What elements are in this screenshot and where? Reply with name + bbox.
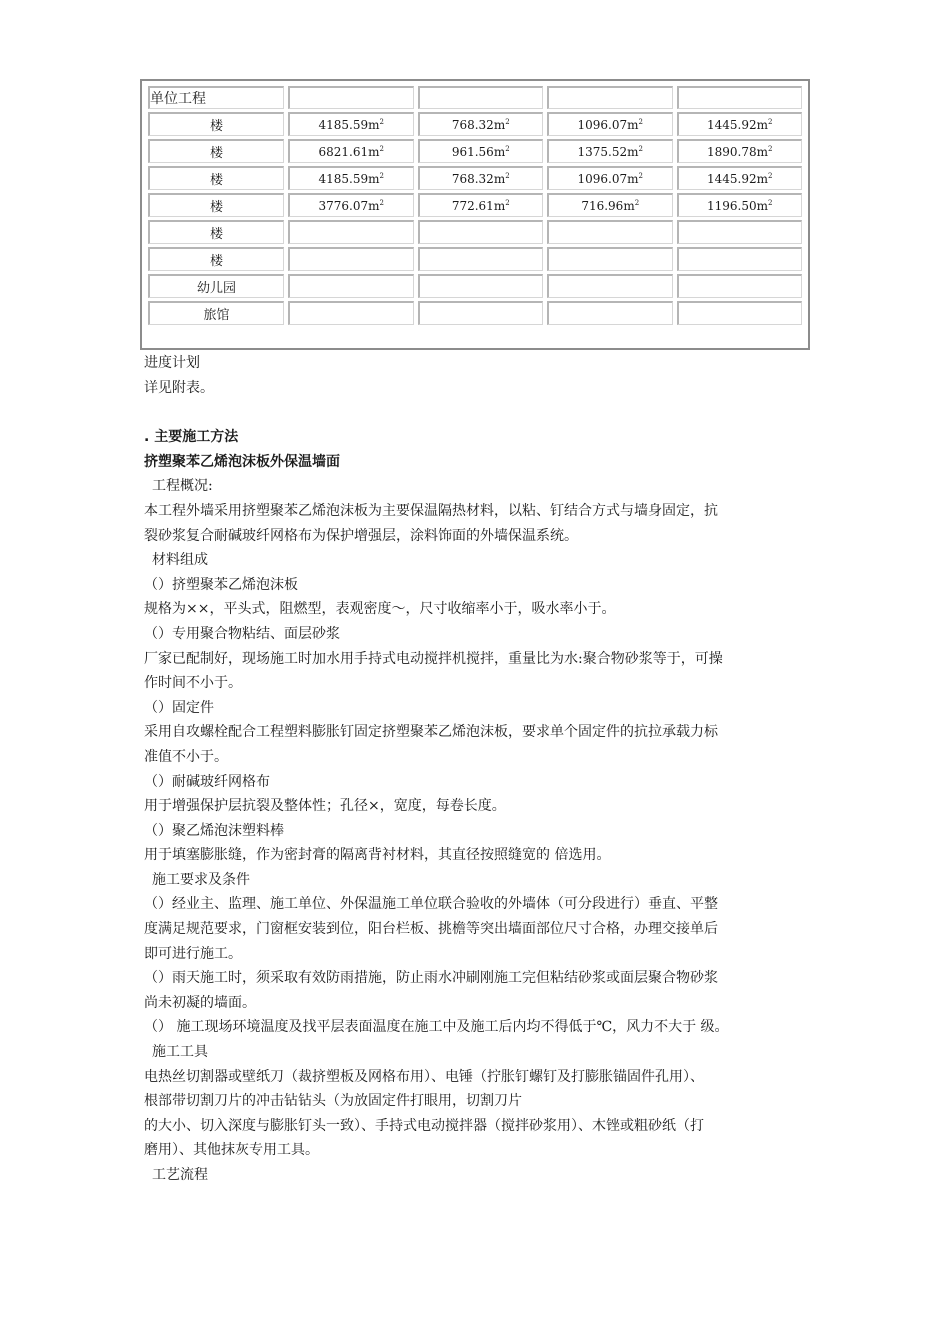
unit-superscript: 2 xyxy=(634,198,640,207)
area-value-cell xyxy=(547,112,673,136)
tools-title: 施工工具 xyxy=(152,1044,208,1061)
area-value-cell xyxy=(288,301,414,325)
material-3-body-line: 采用自攻螺栓配合工程塑料膨胀钉固定挤塑聚苯乙烯泡沫板，要求单个固定件的抗拉承载力标 xyxy=(144,724,718,741)
area-value-cell xyxy=(677,166,803,190)
material-1-body: 规格为××，平头式，阻燃型，表观密度～，尺寸收缩率小于，吸水率小于。 xyxy=(144,601,616,618)
row-name-cell: 旅馆 xyxy=(148,301,284,325)
area-value-cell xyxy=(288,247,414,271)
requirement-3-line: （） 施工现场环境温度及找平层表面温度在施工中及施工后内均不得低于℃，风力不大于 级。 xyxy=(144,1019,729,1036)
area-value-cell xyxy=(418,139,544,163)
area-value-cell xyxy=(547,274,673,298)
area-value-cell xyxy=(288,193,414,217)
area-value: 1890.78m xyxy=(707,144,769,159)
requirement-1-line: （）经业主、监理、施工单位、外保温施工单位联合验收的外墙体（可分段进行）垂直、平整 xyxy=(144,896,718,913)
unit-superscript: 2 xyxy=(379,198,384,207)
area-value: 716.96m xyxy=(581,198,635,213)
area-value-cell xyxy=(677,193,803,217)
section-title: . 主要施工方法 xyxy=(144,429,239,446)
material-3-body-line: 准值不小于。 xyxy=(144,748,228,765)
area-value-cell xyxy=(547,139,673,163)
unit-superscript: 2 xyxy=(768,117,773,126)
area-value: 4185.59m xyxy=(318,171,380,186)
unit-superscript: 2 xyxy=(379,117,384,126)
requirement-1-line: 度满足规范要求，门窗框安装到位，阳台栏板、挑檐等突出墙面部位尺寸合格，办理交接单后 xyxy=(144,921,718,938)
tools-line: 电热丝切割器或壁纸刀（裁挤塑板及网格布用）、电锤（拧胀钉螺钉及打膨胀锚固件孔用）、 xyxy=(144,1068,704,1085)
area-value-cell xyxy=(418,274,544,298)
row-name-cell: 楼 xyxy=(148,193,284,217)
schedule-title: 进度计划 xyxy=(144,355,200,371)
material-4-body: 用于增强保护层抗裂及整体性；孔径×，宽度，每卷长度。 xyxy=(144,798,506,815)
tools-line: 磨用）、其他抹灰专用工具。 xyxy=(144,1142,319,1159)
area-value: 961.56m xyxy=(451,144,506,159)
area-value-cell xyxy=(418,301,544,325)
area-value: 1445.92m xyxy=(707,117,769,132)
area-value-cell xyxy=(677,220,803,244)
area-value: 772.61m xyxy=(451,198,506,213)
area-value-cell xyxy=(418,220,544,244)
unit-superscript: 2 xyxy=(768,144,773,153)
document-body xyxy=(144,351,814,1188)
table-row xyxy=(148,301,802,325)
tools-line: 的大小、切入深度与膨胀钉头一致）、手持式电动搅拌器（搅拌砂浆用）、木锉或粗砂纸（打 xyxy=(144,1117,704,1134)
table-header-cell xyxy=(677,86,803,109)
requirement-1-line: 即可进行施工。 xyxy=(144,945,242,962)
overview-title: 工程概况: xyxy=(152,478,213,495)
tools-line: 根部带切割刀片的冲击钻钻头（为放固定件打眼用，切割刀片 xyxy=(144,1093,522,1110)
area-value-cell xyxy=(418,193,544,217)
unit-superscript: 2 xyxy=(505,198,510,207)
material-1-title: （）挤塑聚苯乙烯泡沫板 xyxy=(144,576,298,593)
area-value: 1375.52m xyxy=(577,144,639,159)
area-value: 1445.92m xyxy=(707,171,769,186)
area-value-cell xyxy=(547,247,673,271)
area-value: 1096.07m xyxy=(577,117,639,132)
area-value-cell xyxy=(288,139,414,163)
unit-superscript: 2 xyxy=(638,117,643,126)
material-2-body-line: 厂家已配制好，现场施工时加水用手持式电动搅拌机搅拌，重量比为水:聚合物砂浆等于，可操 xyxy=(144,650,723,667)
overview-body-line: 裂砂浆复合耐碱玻纤网格布为保护增强层，涂料饰面的外墙保温系统。 xyxy=(144,527,578,544)
table-row xyxy=(148,193,802,217)
material-5-title: （）聚乙烯泡沫塑料棒 xyxy=(144,822,284,839)
unit-superscript: 2 xyxy=(768,198,773,207)
area-value-cell xyxy=(288,112,414,136)
table-row xyxy=(148,166,802,190)
materials-title: 材料组成 xyxy=(152,552,208,569)
table-header-cell xyxy=(418,86,544,109)
area-value-cell xyxy=(288,274,414,298)
area-value-cell xyxy=(418,112,544,136)
table-header-label: 单位工程 xyxy=(148,86,284,109)
area-value: 1196.50m xyxy=(707,198,769,213)
row-name-cell: 楼 xyxy=(148,139,284,163)
unit-superscript: 2 xyxy=(638,144,643,153)
area-value-cell xyxy=(547,166,673,190)
overview-body-line: 本工程外墙采用挤塑聚苯乙烯泡沫板为主要保温隔热材料，以粘、钉结合方式与墙身固定，抗 xyxy=(144,502,718,519)
unit-superscript: 2 xyxy=(379,144,384,153)
area-value-cell xyxy=(677,247,803,271)
table-row xyxy=(148,247,802,271)
area-value-cell xyxy=(547,220,673,244)
area-value-cell xyxy=(288,220,414,244)
material-4-title: （）耐碱玻纤网格布 xyxy=(144,773,270,790)
requirement-2-line: （）雨天施工时，须采取有效防雨措施，防止雨水冲刷刚施工完但粘结砂浆或面层聚合物砂浆 xyxy=(144,970,718,987)
area-value-cell xyxy=(677,274,803,298)
unit-superscript: 2 xyxy=(638,171,643,180)
unit-superscript: 2 xyxy=(505,117,510,126)
material-5-body: 用于填塞膨胀缝，作为密封膏的隔离背衬材料，其直径按照缝宽的 倍选用。 xyxy=(144,847,611,864)
unit-superscript: 2 xyxy=(768,171,773,180)
row-name-cell: 楼 xyxy=(148,112,284,136)
area-value: 768.32m xyxy=(451,171,506,186)
row-name-cell: 楼 xyxy=(148,166,284,190)
table-row xyxy=(148,274,802,298)
area-value: 1096.07m xyxy=(577,171,639,186)
table-header-cell xyxy=(288,86,414,109)
schedule-body: 详见附表。 xyxy=(144,379,214,396)
table-row xyxy=(148,139,802,163)
sub-title: 挤塑聚苯乙烯泡沫板外保温墙面 xyxy=(144,453,340,470)
row-name-cell: 楼 xyxy=(148,247,284,271)
material-2-body-line: 作时间不小于。 xyxy=(144,675,242,692)
unit-superscript: 2 xyxy=(505,171,510,180)
requirement-2-line: 尚未初凝的墙面。 xyxy=(144,994,256,1011)
table-header-cell xyxy=(547,86,673,109)
requirements-title: 施工要求及条件 xyxy=(152,871,250,888)
area-value-cell xyxy=(288,166,414,190)
table-row xyxy=(148,112,802,136)
area-value-cell xyxy=(418,166,544,190)
area-table-frame xyxy=(140,79,810,350)
area-table xyxy=(144,83,806,328)
area-value-cell xyxy=(547,193,673,217)
table-row xyxy=(148,220,802,244)
area-value-cell xyxy=(547,301,673,325)
area-value-cell xyxy=(677,301,803,325)
row-name-cell: 楼 xyxy=(148,220,284,244)
area-value-cell xyxy=(677,112,803,136)
table-header-row xyxy=(148,86,802,109)
process-title: 工艺流程 xyxy=(152,1167,208,1183)
unit-superscript: 2 xyxy=(505,144,510,153)
area-value: 3776.07m xyxy=(318,198,380,213)
unit-superscript: 2 xyxy=(379,171,384,180)
area-value: 768.32m xyxy=(451,117,506,132)
material-2-title: （）专用聚合物粘结、面层砂浆 xyxy=(144,625,340,642)
area-value: 4185.59m xyxy=(318,117,380,132)
area-value: 6821.61m xyxy=(318,144,380,159)
area-value-cell xyxy=(677,139,803,163)
material-3-title: （）固定件 xyxy=(144,699,214,716)
row-name-cell: 幼儿园 xyxy=(148,274,284,298)
area-value-cell xyxy=(418,247,544,271)
